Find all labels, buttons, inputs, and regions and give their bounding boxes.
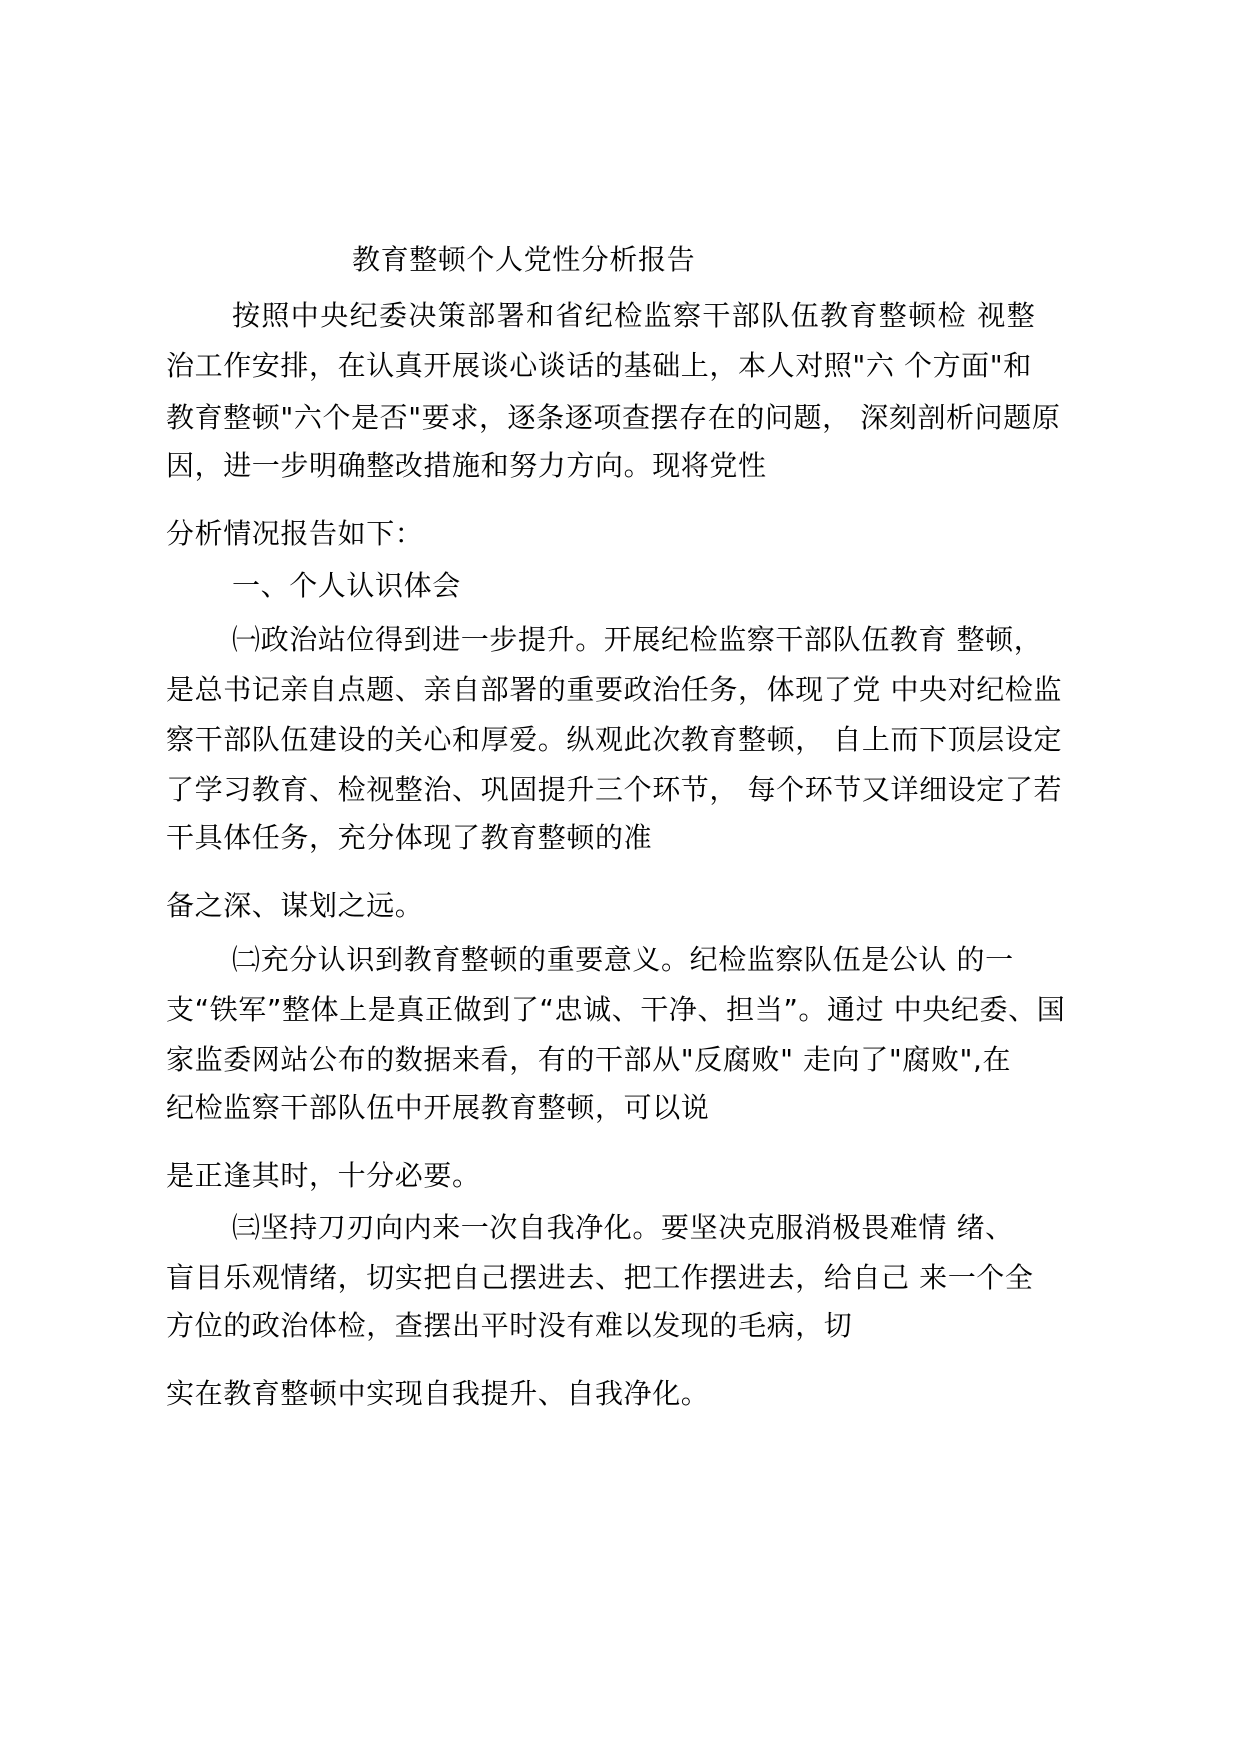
intro-line-1: 按照中央纪委决策部署和省纪检监察干部队伍教育整顿检 视整 (232, 299, 1037, 332)
intro-line-3: 教育整顿"六个是否"要求，逐条逐项查摆存在的问题， 深刻剖析问题原 (166, 401, 1061, 434)
item2-line-5: 是正逢其时，十分必要。 (166, 1159, 481, 1192)
item1-line-5: 干具体任务，充分体现了教育整顿的准 (166, 821, 653, 854)
item1-line-1: ㈠政治站位得到进一步提升。开展纪检监察干部队伍教育 整顿， (232, 623, 1043, 656)
item3-line-2: 盲目乐观情绪，切实把自己摆进去、把工作摆进去，给自己 来一个全 (166, 1261, 1034, 1294)
document-title: 教育整顿个人党性分析报告 (352, 243, 696, 276)
item2-line-1: ㈡充分认识到教育整顿的重要意义。纪检监察队伍是公认 的一 (232, 943, 1014, 976)
item2-line-2: 支“铁军”整体上是真正做到了“忠诚、干净、担当”。通过 中央纪委、国 (166, 993, 1066, 1026)
item3-line-4: 实在教育整顿中实现自我提升、自我净化。 (166, 1377, 710, 1410)
item2-line-4: 纪检监察干部队伍中开展教育整顿，可以说 (166, 1091, 710, 1124)
intro-line-2: 治工作安排，在认真开展谈心谈话的基础上，本人对照"六 个方面"和 (166, 349, 1032, 382)
item1-line-4: 了学习教育、检视整治、巩固提升三个环节， 每个环节又详细设定了若 (166, 773, 1063, 806)
item3-line-1: ㈢坚持刀刃向内来一次自我净化。要坚决克服消极畏难情 绪、 (232, 1211, 1014, 1244)
intro-line-5: 分析情况报告如下： (166, 517, 424, 550)
item1-line-2: 是总书记亲自点题、亲自部署的重要政治任务，体现了党 中央对纪检监 (166, 673, 1063, 706)
section1-heading: 一、个人认识体会 (232, 569, 461, 602)
item2-line-3: 家监委网站公布的数据来看，有的干部从"反腐败" 走向了"腐败",在 (166, 1043, 1012, 1076)
intro-line-4: 因，进一步明确整改措施和努力方向。现将党性 (166, 449, 767, 482)
item3-line-3: 方位的政治体检，查摆出平时没有难以发现的毛病，切 (166, 1309, 853, 1342)
item1-line-6: 备之深、谋划之远。 (166, 889, 424, 922)
item1-line-3: 察干部队伍建设的关心和厚爱。纵观此次教育整顿， 自上而下顶层设定 (166, 723, 1063, 756)
